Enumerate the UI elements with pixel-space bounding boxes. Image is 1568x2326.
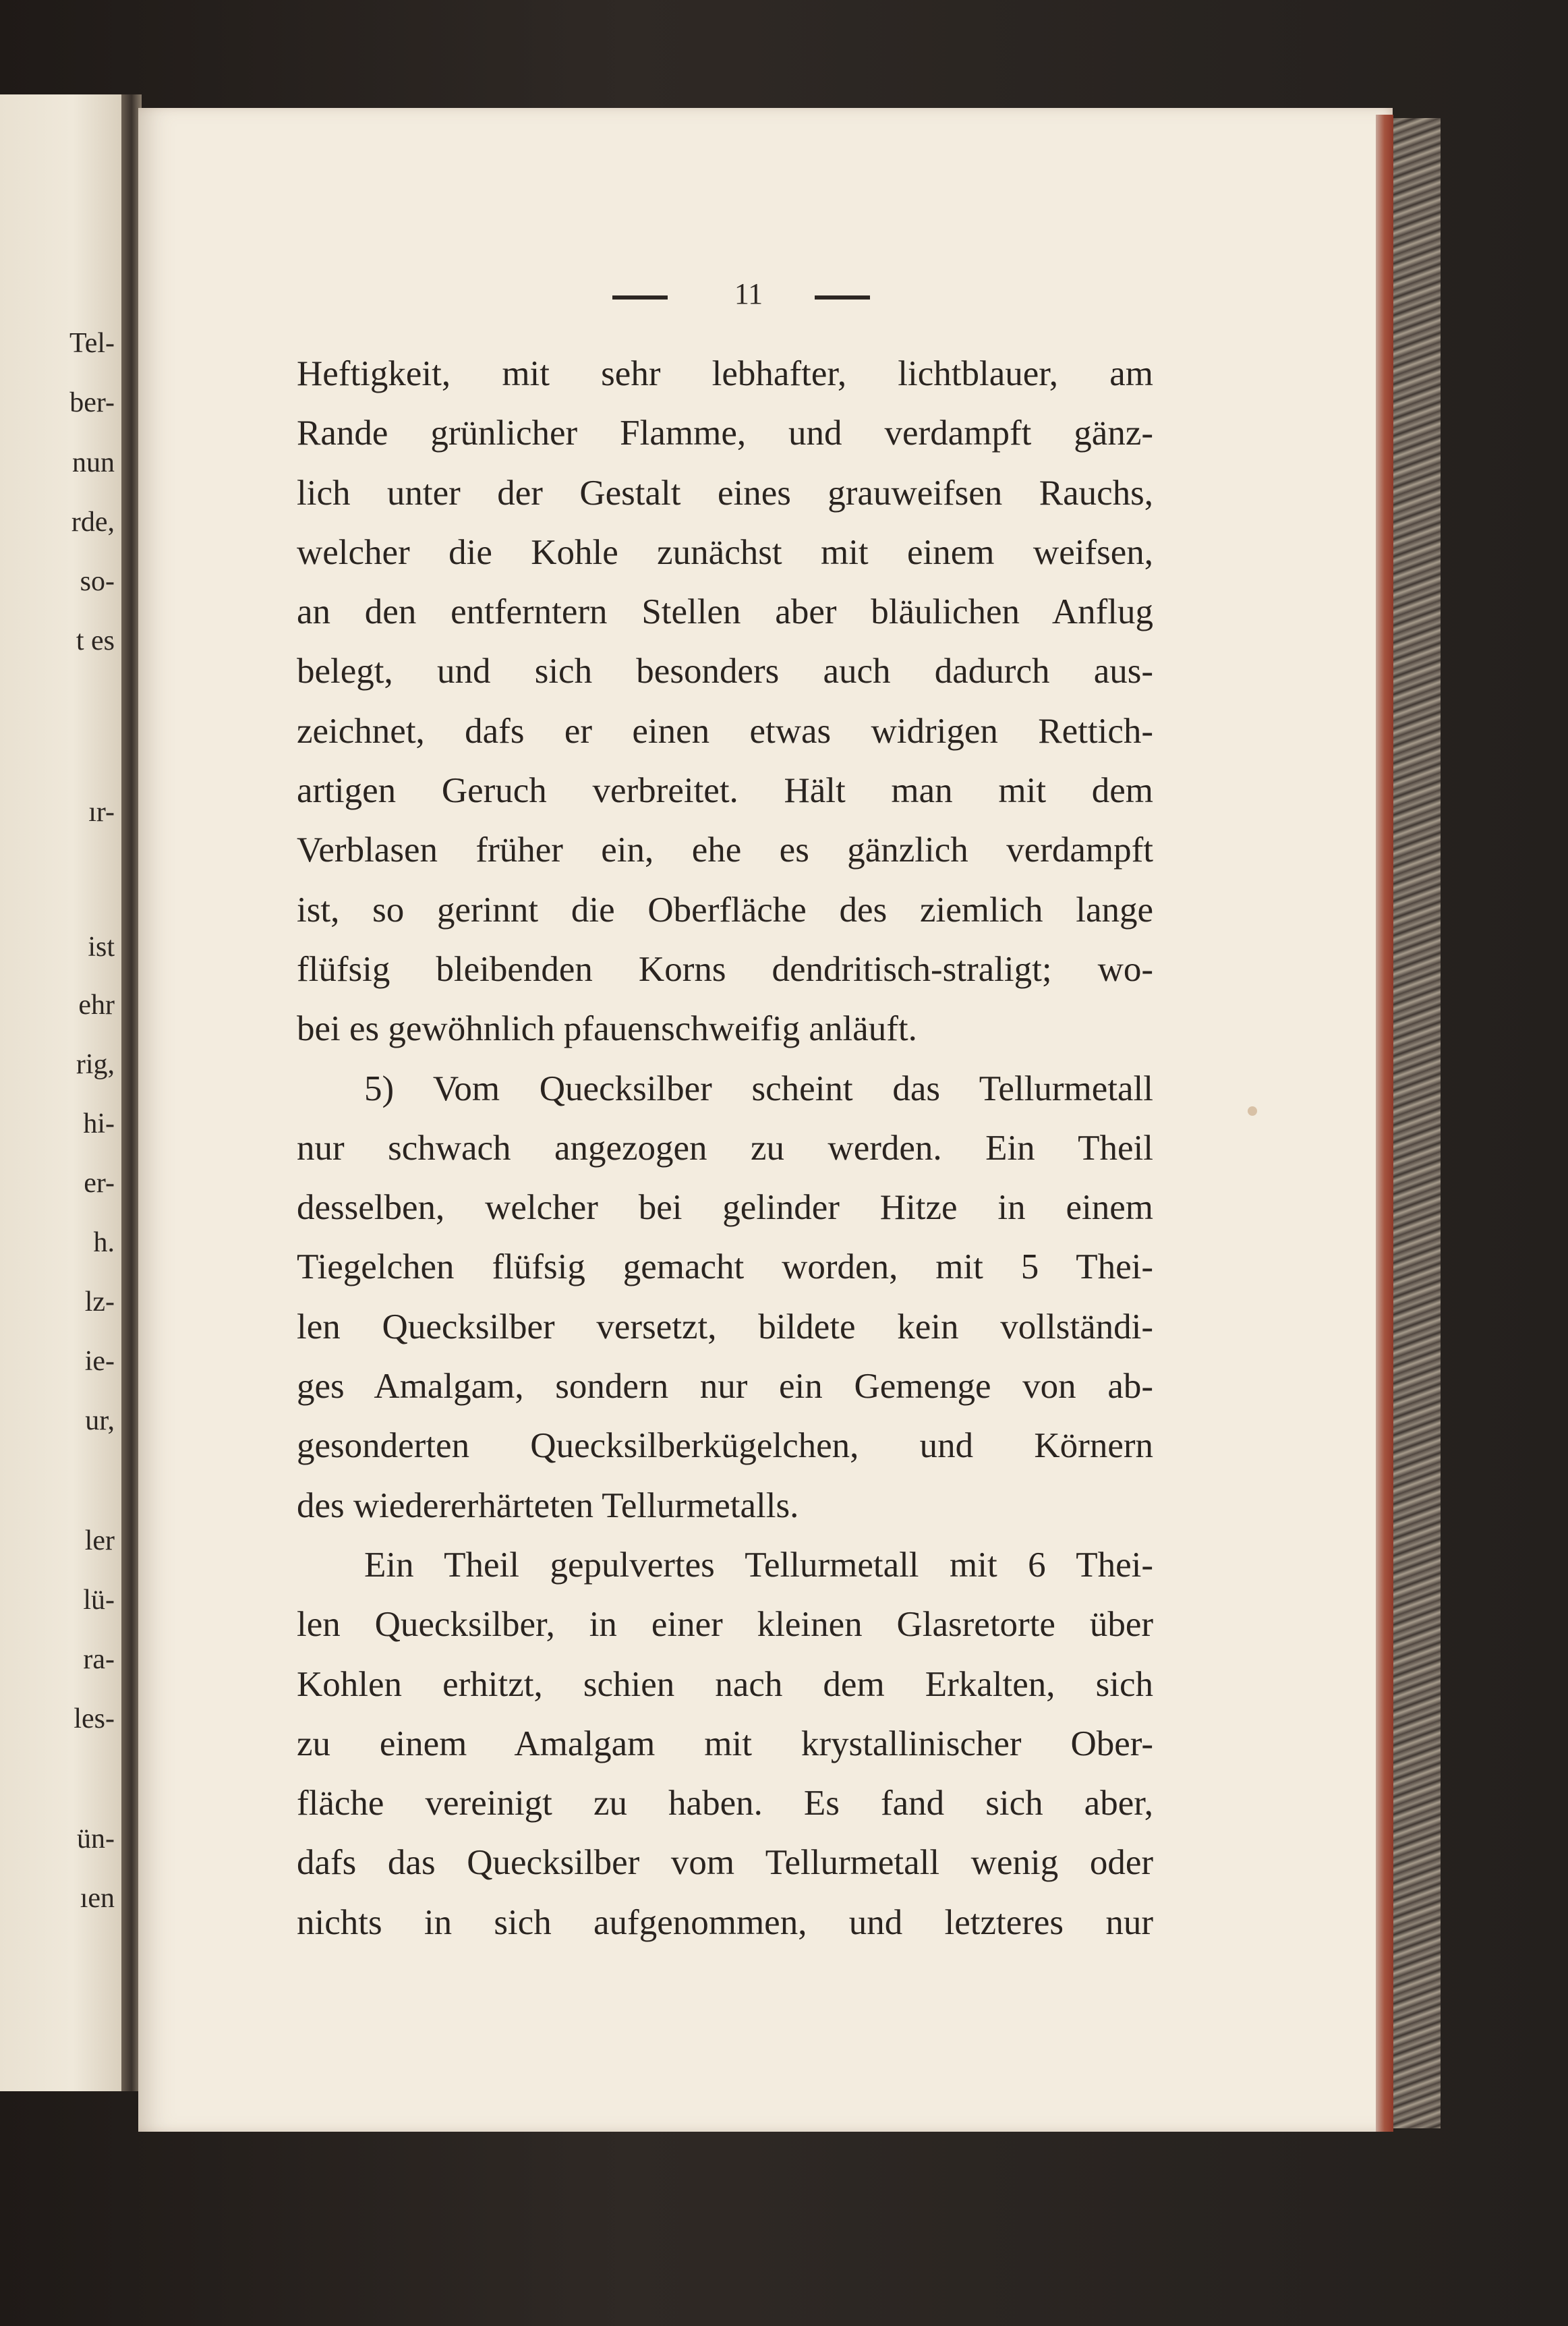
left-page-fragment: er- bbox=[84, 1168, 115, 1199]
text-line: zu einem Amalgam mit krystallinischer Ober- bbox=[297, 1724, 1153, 1763]
text-line: ist, so gerinnt die Oberfläche des ziemlich lange bbox=[297, 890, 1153, 930]
text-line: nichts in sich aufgenommen, und letzteres nur bbox=[297, 1902, 1153, 1942]
text-line: len Quecksilber versetzt, bildete kein vollständi- bbox=[297, 1307, 1153, 1346]
text-line: artigen Geruch verbreitet. Hält man mit dem bbox=[297, 771, 1153, 811]
text-line: Kohlen erhitzt, schien nach dem Erkalten, sich bbox=[297, 1664, 1153, 1704]
left-page-fragment: ehr bbox=[78, 990, 115, 1021]
left-page-fragment: rig, bbox=[76, 1049, 115, 1080]
text-line: Rande grünlicher Flamme, und verdampft gänz- bbox=[297, 414, 1153, 453]
text-line: len Quecksilber, in einer kleinen Glasretorte über bbox=[297, 1605, 1153, 1645]
text-line: bei es gewöhnlich pfauenschweifig anläuft. bbox=[297, 1009, 917, 1049]
text-line: 5) Vom Quecksilber scheint das Tellurmetall bbox=[364, 1069, 1153, 1108]
text-line: Ein Theil gepulvertes Tellurmetall mit 6 Thei- bbox=[364, 1545, 1153, 1585]
left-page-fragment: ie- bbox=[84, 1346, 115, 1377]
text-line: ges Amalgam, sondern nur ein Gemenge von ab- bbox=[297, 1367, 1153, 1407]
text-line: welcher die Kohle zunächst mit einem weifsen, bbox=[297, 532, 1153, 572]
text-line: Tiegelchen flüfsig gemacht worden, mit 5 Thei- bbox=[297, 1247, 1153, 1287]
left-page-fragment: h. bbox=[93, 1227, 115, 1258]
paragraph-2 bbox=[297, 1059, 1153, 1535]
page-number: 11 bbox=[734, 277, 763, 310]
left-page-fragment: ler bbox=[84, 1525, 115, 1556]
text-line: Verblasen früher ein, ehe es gänzlich verdampft bbox=[297, 830, 1153, 870]
text-line: zeichnet, dafs er einen etwas widrigen Rettich- bbox=[297, 711, 1153, 751]
left-page-fragment: ün- bbox=[77, 1823, 115, 1854]
left-page-fragment: nun bbox=[72, 447, 115, 478]
text-line: lich unter der Gestalt eines grauweifsen Rauchs, bbox=[297, 473, 1153, 513]
page-header bbox=[593, 277, 904, 324]
red-page-edge bbox=[1376, 115, 1393, 2132]
left-page-fragment: lü- bbox=[83, 1585, 115, 1616]
text-line: belegt, und sich besonders auch dadurch aus- bbox=[297, 652, 1153, 691]
text-line: desselben, welcher bei gelinder Hitze in einem bbox=[297, 1188, 1153, 1228]
text-line: flüfsig bleibenden Korns dendritisch-straligt; wo- bbox=[297, 949, 1153, 989]
left-page-fragment: ber- bbox=[69, 387, 115, 418]
left-page-fragment: ıen bbox=[80, 1883, 115, 1914]
foxing-spot bbox=[1248, 1106, 1257, 1116]
left-page-fragment: hi- bbox=[83, 1108, 115, 1139]
header-dash-right bbox=[815, 295, 870, 300]
marbled-cover-edge bbox=[1393, 118, 1441, 2128]
text-line: nur schwach angezogen zu werden. Ein Theil bbox=[297, 1128, 1153, 1168]
left-page-fragment: les- bbox=[74, 1703, 115, 1734]
left-page-fragment: ur, bbox=[85, 1405, 115, 1436]
paragraph-1 bbox=[297, 344, 1153, 1059]
left-page-fragment: Tel- bbox=[69, 328, 115, 359]
left-page-fragment: t es bbox=[76, 625, 115, 656]
text-line: gesonderten Quecksilberkügelchen, und Körnern bbox=[297, 1426, 1153, 1466]
left-page-fragment: lz- bbox=[84, 1286, 115, 1317]
text-line: dafs das Quecksilber vom Tellurmetall wenig oder bbox=[297, 1843, 1153, 1883]
left-facing-page bbox=[0, 94, 121, 2091]
paragraph-3 bbox=[297, 1535, 1153, 1952]
left-page-fragment: ra- bbox=[83, 1644, 115, 1675]
left-page-fragment: ist bbox=[88, 932, 115, 963]
text-line: Heftigkeit, mit sehr lebhafter, lichtblauer, am bbox=[297, 354, 1153, 393]
text-line: des wiedererhärteten Tellurmetalls. bbox=[297, 1485, 799, 1525]
text-line: fläche vereinigt zu haben. Es fand sich aber, bbox=[297, 1784, 1153, 1823]
text-line: an den entferntern Stellen aber bläulichen Anflug bbox=[297, 592, 1153, 632]
header-dash-left bbox=[612, 295, 668, 300]
left-page-fragment: ır- bbox=[88, 797, 115, 828]
left-page-fragment: rde, bbox=[71, 507, 115, 538]
left-page-fragment: so- bbox=[80, 566, 115, 597]
body-text bbox=[297, 344, 1153, 1952]
